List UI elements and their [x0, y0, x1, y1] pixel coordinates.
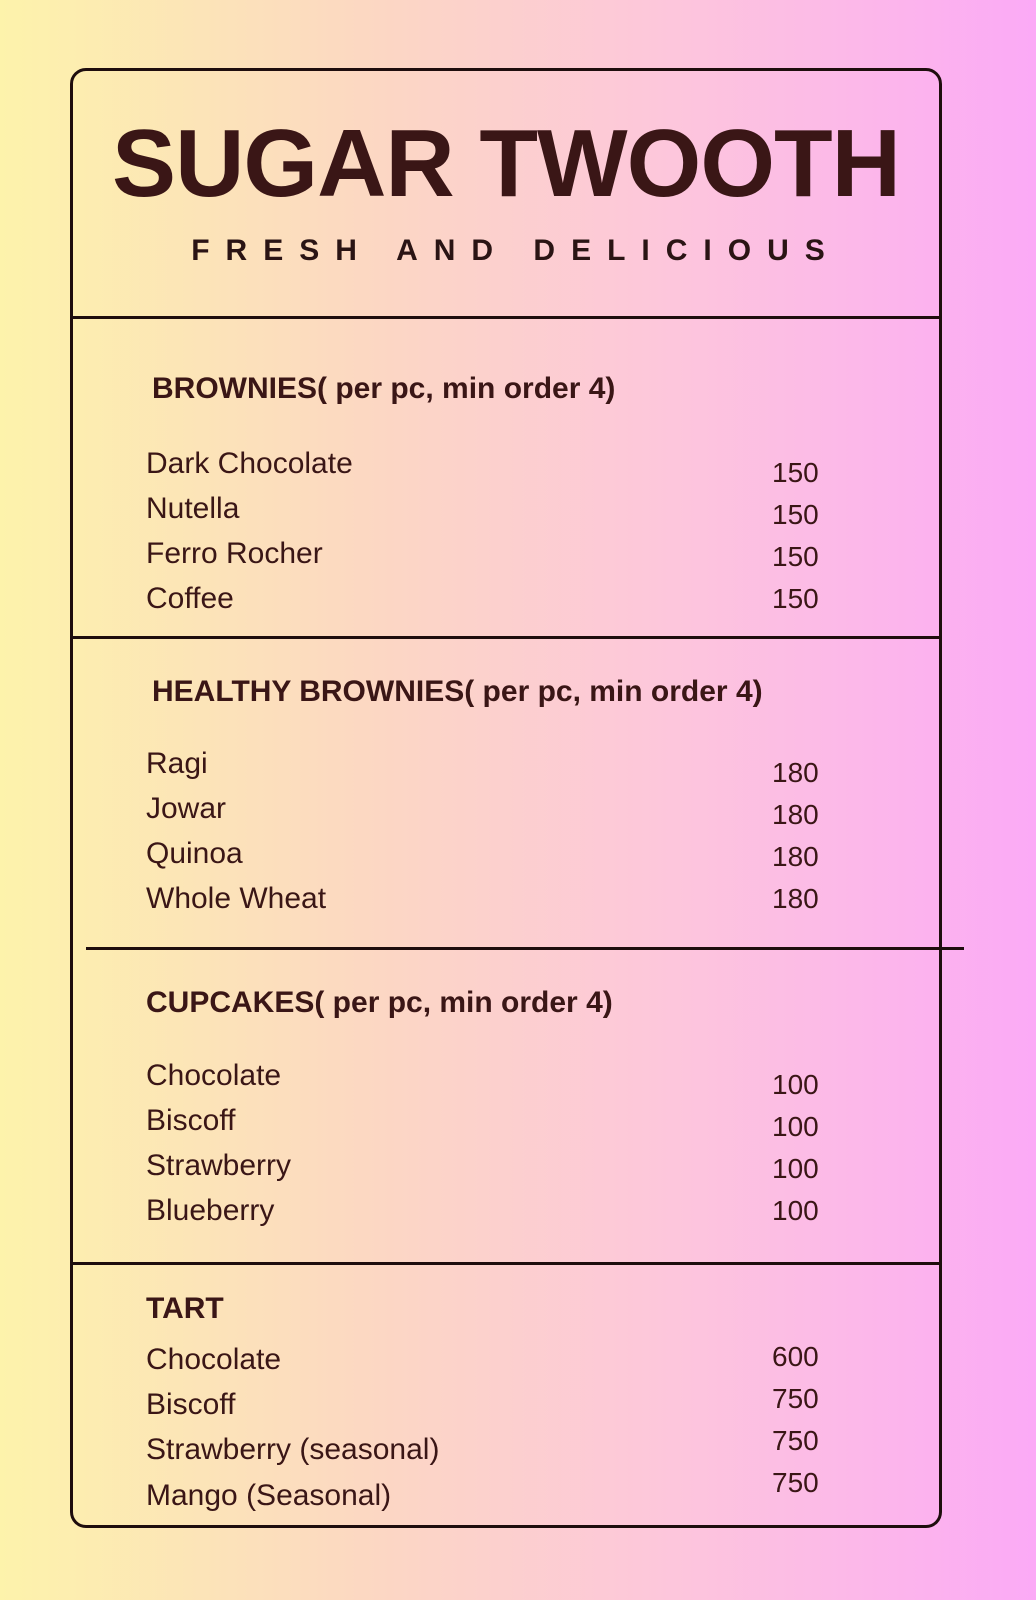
menu-item-price: 750 [772, 1383, 819, 1414]
menu-item-name: Dark Chocolate [146, 447, 353, 480]
menu-item-name: Biscoff [146, 1388, 236, 1421]
section-heading-healthy-brownies: HEALTHY BROWNIES( per pc, min order 4) [152, 675, 763, 708]
divider [86, 947, 964, 950]
menu-item-name: Strawberry (seasonal) [146, 1433, 440, 1466]
menu-item-name: Strawberry [146, 1149, 292, 1182]
menu-item-name: Coffee [146, 582, 234, 615]
menu-item-name: Mango (Seasonal) [146, 1479, 392, 1512]
menu-item-price: 150 [772, 541, 819, 572]
menu-item-name: Biscoff [146, 1104, 236, 1137]
menu-item-price: 180 [772, 757, 819, 788]
menu-item-name: Ragi [146, 747, 208, 780]
menu-item-name: Chocolate [146, 1059, 282, 1092]
menu-item-price: 600 [772, 1341, 819, 1372]
divider [70, 316, 942, 319]
menu-item-name: Nutella [146, 492, 240, 525]
divider [70, 1262, 942, 1265]
menu-item-name: Whole Wheat [146, 882, 327, 915]
menu-item-price: 180 [772, 841, 819, 872]
menu-tagline: FRESH AND DELICIOUS [191, 234, 841, 267]
menu-item-name: Quinoa [146, 837, 243, 870]
section-heading-tart: TART [146, 1292, 224, 1325]
menu-item-price: 100 [772, 1153, 819, 1184]
menu-item-price: 750 [772, 1467, 819, 1498]
menu-item-price: 150 [772, 583, 819, 614]
divider [70, 636, 942, 639]
menu-item-price: 100 [772, 1069, 819, 1100]
menu-title: SUGAR TWOOTH [112, 110, 900, 217]
section-heading-brownies: BROWNIES( per pc, min order 4) [152, 372, 616, 405]
menu-item-name: Blueberry [146, 1194, 275, 1227]
menu-item-price: 100 [772, 1195, 819, 1226]
menu-item-price: 180 [772, 883, 819, 914]
menu-item-price: 750 [772, 1425, 819, 1456]
menu-item-name: Chocolate [146, 1343, 282, 1376]
section-heading-cupcakes: CUPCAKES( per pc, min order 4) [146, 986, 613, 1019]
menu-item-price: 150 [772, 457, 819, 488]
menu-item-price: 100 [772, 1111, 819, 1142]
menu-item-name: Ferro Rocher [146, 537, 323, 570]
menu-item-name: Jowar [146, 792, 227, 825]
menu-item-price: 150 [772, 499, 819, 530]
menu-item-price: 180 [772, 799, 819, 830]
